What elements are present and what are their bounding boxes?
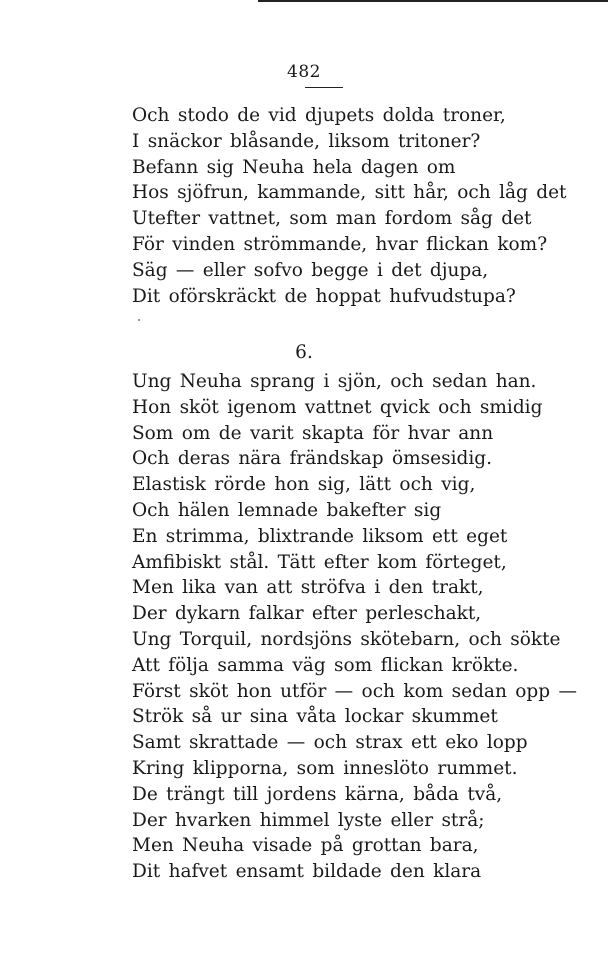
verse-line: Att följa samma väg som flickan krökte. — [132, 654, 519, 676]
verse-line: De trängt till jordens kärna, båda två, — [132, 783, 503, 805]
verse-line: Befann sig Neuha hela dagen om — [132, 156, 456, 178]
verse-line: Kring klipporna, som inneslöto rummet. — [132, 757, 518, 779]
page-number: 482 — [287, 62, 321, 82]
verse-line: Och deras nära frändskap ömsesidig. — [132, 448, 493, 470]
verse-line: Ung Torquil, nordsjöns skötebarn, och sökte — [132, 628, 561, 650]
verse-line: För vinden strömmande, hvar flickan kom? — [132, 233, 548, 255]
verse-line: Elastisk rörde hon sig, lätt och vig, — [132, 474, 476, 496]
verse-line: Säg — eller sofvo begge i det djupa, — [132, 259, 489, 281]
verse-line: En strimma, blixtrande liksom ett eget — [132, 525, 508, 547]
stanza-1 — [132, 103, 602, 309]
verse-line: Hon sköt igenom vattnet qvick och smidig — [132, 396, 543, 418]
verse-line: Dit hafvet ensamt bildade den klara — [132, 861, 482, 883]
verse-line: Och hälen lemnade bakefter sig — [132, 499, 442, 521]
verse-line: Strök så ur sina våta lockar skummet — [132, 706, 498, 728]
verse-line: Amfibiskt stål. Tätt efter kom förteget, — [132, 551, 507, 573]
verse-line: Hos sjöfrun, kammande, sitt hår, och låg det — [132, 182, 567, 204]
verse-line: Dit oförskräckt de hoppat hufvudstupa? — [132, 285, 516, 307]
verse-line: Men Neuha visade på grottan bara, — [132, 835, 479, 857]
verse-line: Samt skrattade — och strax ett eko lopp — [132, 732, 528, 754]
verse-line: Ung Neuha sprang i sjön, och sedan han. — [132, 371, 537, 392]
page-number-underline — [305, 87, 343, 88]
verse-line: Der dykarn falkar efter perleschakt, — [132, 603, 482, 625]
stanza-2 — [132, 369, 602, 885]
verse-line: I snäckor blåsande, liksom tritoner? — [132, 130, 481, 152]
section-number: 6. — [295, 342, 313, 363]
top-border-rule — [258, 0, 608, 2]
verse-line: Der hvarken himmel lyste eller strå; — [132, 809, 485, 831]
verse-line: Som om de varit skapta för hvar ann — [132, 422, 494, 444]
verse-line: Och stodo de vid djupets dolda troner, — [132, 105, 506, 126]
verse-line: Men lika van att ströfva i den trakt, — [132, 577, 484, 599]
verse-line: Utefter vattnet, som man fordom såg det — [132, 208, 532, 230]
print-speck — [138, 319, 140, 321]
verse-line: Först sköt hon utför — och kom sedan opp — — [132, 680, 577, 702]
